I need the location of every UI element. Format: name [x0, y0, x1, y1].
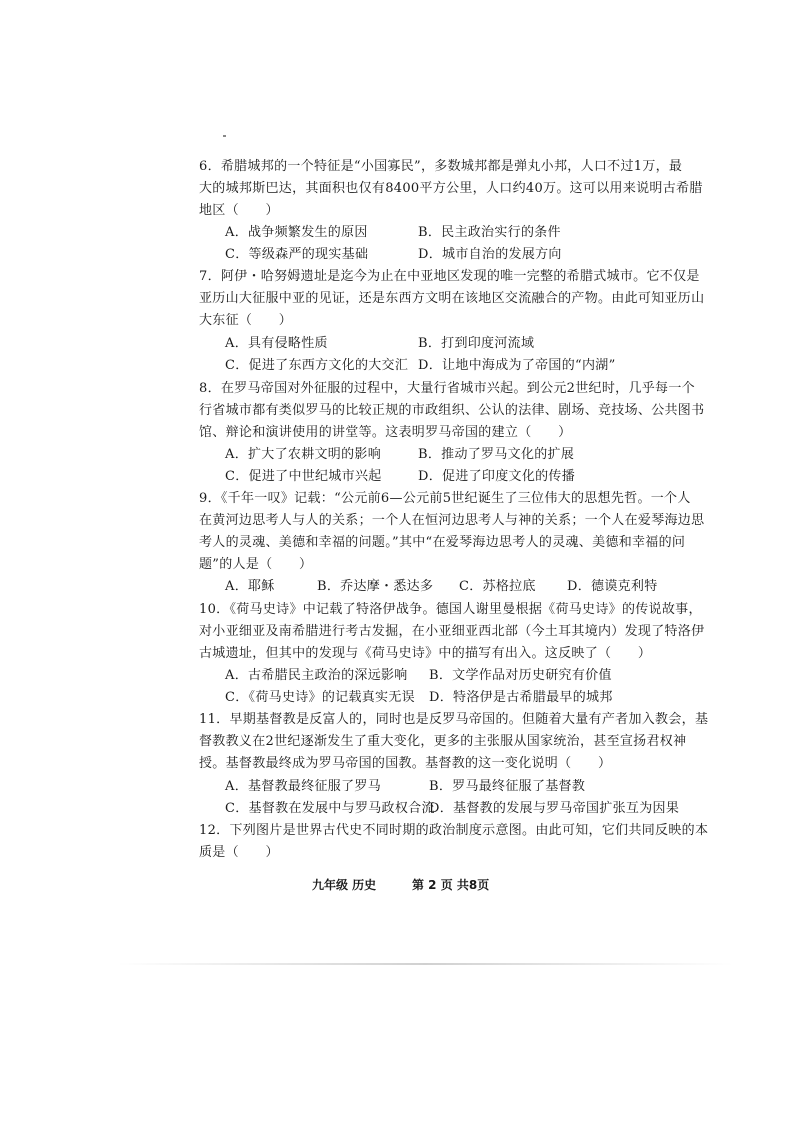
q11-line-3: 授。基督教最终成为罗马帝国的国教。基督教的这一变化说明（ ） — [199, 756, 612, 771]
q12-line-2: 质是（ ） — [199, 845, 279, 860]
q9-option-c: C．苏格拉底 — [459, 579, 536, 594]
q6-line-2: 大的城邦斯巴达，其面积也仅有8400平方公里，人口约40万。这可以用来说明古希腊 — [199, 181, 703, 196]
q6-option-d: D．城市自治的发展方向 — [418, 247, 562, 262]
q6-line-3: 地区（ ） — [199, 203, 279, 218]
scan-bottom-edge — [118, 963, 733, 965]
q11-line-2: 督教教义在2世纪逐渐发生了重大变化，更多的主张服从国家统治，甚至宣扬君权神 — [199, 734, 687, 749]
q7-line-3: 大东征（ ） — [199, 313, 293, 328]
q11-line-1: 11．早期基督教是反富人的，同时也是反罗马帝国的。但随着大量有产者加入教会，基 — [199, 712, 709, 727]
q8-option-c: C．促进了中世纪城市兴起 — [225, 469, 382, 484]
footer-grade-subject: 九年级 历史 — [312, 878, 377, 892]
q7-option-c: C．促进了东西方文化的大交汇 — [225, 358, 409, 373]
q6-option-a: A．战争频繁发生的原因 — [225, 225, 368, 240]
q6-option-b: B．民主政治实行的条件 — [418, 225, 561, 240]
q7-line-1: 7．阿伊・哈努姆遗址是迄今为止在中亚地区发现的唯一完整的希腊式城市。它不仅是 — [199, 269, 700, 284]
q10-line-1: 10．《荷马史诗》中记载了特洛伊战争。德国人谢里曼根据《荷马史诗》的传说故事， — [199, 602, 702, 617]
q7-option-b: B．打到印度河流域 — [418, 336, 535, 351]
q6-line-1: 6．希腊城邦的一个特征是“小国寡民”，多数城邦都是弹丸小邦，人口不过1万，最 — [199, 159, 683, 174]
q8-line-3: 馆、辩论和演讲使用的讲堂等。这表明罗马帝国的建立（ ） — [199, 425, 572, 440]
q9-line-2: 在黄河边思考人与人的关系；一个人在恒河边思考人与神的关系；一个人在爱琴海边思 — [199, 513, 705, 528]
q10-option-d: D．特洛伊是古希腊最早的城邦 — [429, 690, 613, 705]
q12-line-1: 12．下列图片是世界古代史不同时期的政治制度示意图。由此可知，它们共同反映的本 — [199, 823, 709, 838]
q7-option-d: D．让地中海成为了帝国的“内湖” — [418, 358, 616, 373]
q6-option-c: C．等级森严的现实基础 — [225, 247, 369, 262]
q11-option-d: D．基督教的发展与罗马帝国扩张互为因果 — [429, 801, 680, 816]
q10-option-c: C．《荷马史诗》的记载真实无误 — [225, 690, 415, 705]
q8-option-a: A．扩大了农耕文明的影响 — [225, 447, 381, 462]
q8-line-2: 行省城市都有类似罗马的比较正规的市政组织、公认的法律、剧场、竞技场、公共图书 — [199, 403, 705, 418]
footer-page-info: 第 2 页 共8页 — [412, 878, 490, 892]
q10-line-2: 对小亚细亚及南希腊进行考古发掘，在小亚细亚西北部（今土耳其境内）发现了特洛伊 — [199, 624, 705, 639]
q10-option-a: A．古希腊民主政治的深远影响 — [225, 668, 408, 683]
q8-line-1: 8．在罗马帝国对外征服的过程中，大量行省城市兴起。到公元2世纪时，几乎每一个 — [199, 381, 695, 396]
q9-option-d: D．德谟克利特 — [567, 579, 658, 594]
q11-option-b: B．罗马最终征服了基督教 — [429, 779, 586, 794]
q7-line-2: 亚历山大征服中亚的见证，还是东西方文明在该地区交流融合的产物。由此可知亚历山 — [199, 291, 705, 306]
scan-speck — [223, 135, 226, 137]
q11-option-c: C．基督教在发展中与罗马政权合流 — [225, 801, 435, 816]
q8-option-b: B．推动了罗马文化的扩展 — [418, 447, 575, 462]
q8-option-d: D．促进了印度文化的传播 — [418, 469, 576, 484]
q7-option-a: A．具有侵略性质 — [225, 336, 328, 351]
q9-option-a: A．耶稣 — [225, 579, 275, 594]
q11-option-a: A．基督教最终征服了罗马 — [225, 779, 381, 794]
q9-line-1: 9．《千年一叹》记载：“公元前6—公元前5世纪诞生了三位伟大的思想先哲。一个人 — [199, 491, 691, 506]
q9-line-4: 题”的人是（ ） — [199, 557, 313, 572]
q9-option-b: B．乔达摩・悉达多 — [317, 579, 434, 594]
q10-option-b: B．文学作品对历史研究有价值 — [429, 668, 612, 683]
q9-line-3: 考人的灵魂、美德和幸福的问题。”其中“在爱琴海边思考人的灵魂、美德和幸福的问 — [199, 535, 686, 550]
q10-line-3: 古城遗址，但其中的发现与《荷马史诗》中的描写有出入。这反映了（ ） — [199, 646, 652, 661]
